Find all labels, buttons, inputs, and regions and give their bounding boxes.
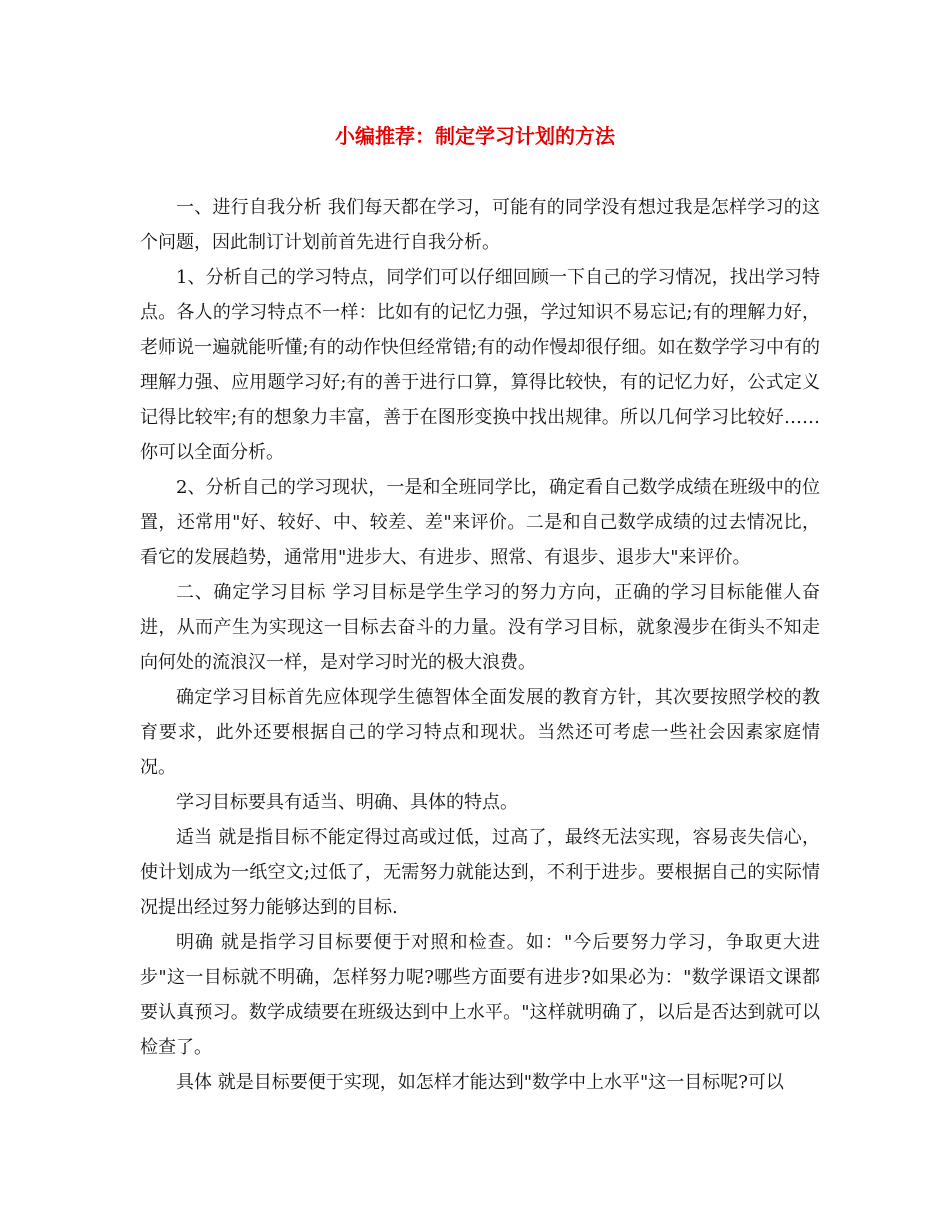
paragraph-goal-basis: 确定学习目标首先应体现学生德智体全面发展的教育方针，其次要按照学校的教育要求，此外还要根据自己的学习特点和现状。当然还可考虑一些社会因素家庭情况。 [140,687,820,778]
page-title: 小编推荐：制定学习计划的方法 [335,124,615,148]
paragraph-learning-status: 2、分析自己的学习现状，一是和全班同学比，确定看自己数学成绩在班级中的位置，还常用"好、较好、中、较差、差"来评价。二是和自己数学成绩的过去情况比，看它的发展趋势，通常用"进步大、有进步、照常、有退步、退步大"来评价。 [140,477,820,568]
paragraph-specific: 具体 就是目标要便于实现，如怎样才能达到"数学中上水平"这一目标呢?可以 [176,1072,784,1093]
paragraph-clear: 明确 就是指学习目标要便于对照和检查。如："今后要努力学习，争取更大进步"这一目标就不明确，怎样努力呢?哪些方面要有进步?如果必为："数学课语文课都要认真预习。数学成绩要在班级达到中上水平。"这样就明确了，以后是否达到就可以检查了。 [140,932,820,1058]
paragraph-learning-traits: 1、分析自己的学习特点，同学们可以仔细回顾一下自己的学习情况，找出学习特点。各人的学习特点不一样：比如有的记忆力强，学过知识不易忘记;有的理解力好，老师说一遍就能听懂;有的动作快但经常错;有的动作慢却很仔细。如在数学学习中有的理解力强、应用题学习好;有的善于进行口算，算得比较快，有的记忆力好，公式定义记得比较牢;有的想象力丰富，善于在图形变换中找出规律。所以几何学习比较好……你可以全面分析。 [140,267,820,463]
paragraph-set-goals: 二、确定学习目标 学习目标是学生学习的努力方向，正确的学习目标能催人奋进，从而产生为实现这一目标去奋斗的力量。没有学习目标，就象漫步在街头不知走向何处的流浪汉一样，是对学习时光的极大浪费。 [140,582,820,673]
document-body [140,190,820,1100]
paragraph-goal-traits: 学习目标要具有适当、明确、具体的特点。 [176,792,518,813]
paragraph-self-analysis: 一、进行自我分析 我们每天都在学习，可能有的同学没有想过我是怎样学习的这个问题，因此制订计划前首先进行自我分析。 [140,197,820,253]
paragraph-appropriate: 适当 就是指目标不能定得过高或过低，过高了，最终无法实现，容易丧失信心，使计划成为一纸空文;过低了，无需努力就能达到，不利于进步。要根据自己的实际情况提出经过努力能够达到的目标. [140,827,820,918]
